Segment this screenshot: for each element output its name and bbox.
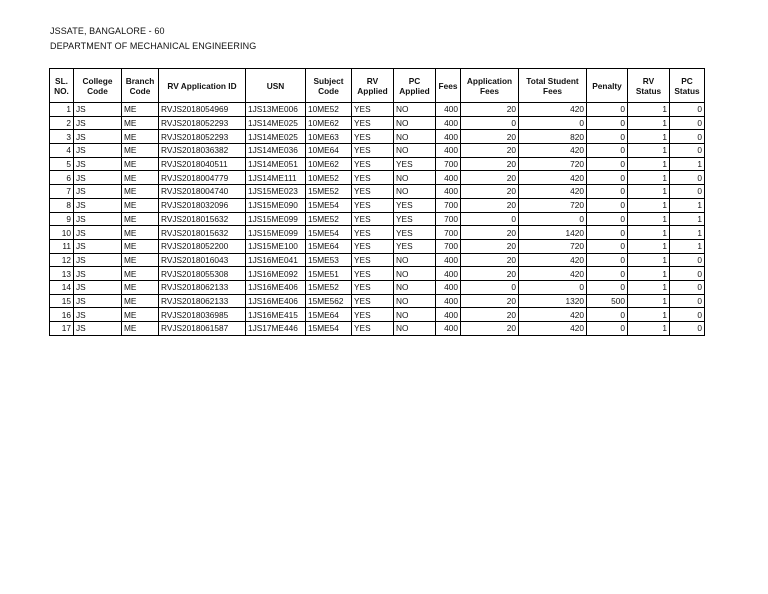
cell-usn: 1JS14ME025 bbox=[246, 130, 306, 144]
cell-rv-application-id: RVJS2018036382 bbox=[159, 144, 246, 158]
cell-pc-applied: NO bbox=[394, 322, 436, 336]
cell-subject-code: 15ME52 bbox=[306, 185, 352, 199]
cell-application-fees: 20 bbox=[461, 144, 519, 158]
cell-college-code: JS bbox=[74, 198, 122, 212]
cell-fees: 700 bbox=[436, 198, 461, 212]
cell-rv-applied: YES bbox=[352, 185, 394, 199]
cell-sl-no: 6 bbox=[50, 171, 74, 185]
cell-rv-status: 1 bbox=[628, 185, 670, 199]
cell-pc-applied: NO bbox=[394, 280, 436, 294]
table-row bbox=[50, 144, 705, 158]
cell-fees: 400 bbox=[436, 253, 461, 267]
cell-sl-no: 17 bbox=[50, 322, 74, 336]
cell-application-fees: 0 bbox=[461, 212, 519, 226]
cell-usn: 1JS14ME025 bbox=[246, 116, 306, 130]
cell-total-student-fees: 420 bbox=[519, 185, 587, 199]
cell-pc-status: 0 bbox=[670, 280, 705, 294]
cell-penalty: 0 bbox=[587, 322, 628, 336]
cell-rv-status: 1 bbox=[628, 294, 670, 308]
cell-college-code: JS bbox=[74, 253, 122, 267]
cell-penalty: 0 bbox=[587, 226, 628, 240]
cell-rv-status: 1 bbox=[628, 116, 670, 130]
cell-total-student-fees: 420 bbox=[519, 308, 587, 322]
table-row bbox=[50, 103, 705, 117]
cell-rv-applied: YES bbox=[352, 103, 394, 117]
cell-sl-no: 16 bbox=[50, 308, 74, 322]
cell-pc-applied: NO bbox=[394, 185, 436, 199]
cell-pc-applied: YES bbox=[394, 239, 436, 253]
cell-usn: 1JS16ME092 bbox=[246, 267, 306, 281]
cell-rv-application-id: RVJS2018036985 bbox=[159, 308, 246, 322]
cell-usn: 1JS15ME100 bbox=[246, 239, 306, 253]
table-row bbox=[50, 267, 705, 281]
cell-branch-code: ME bbox=[122, 226, 159, 240]
cell-penalty: 0 bbox=[587, 198, 628, 212]
cell-application-fees: 20 bbox=[461, 130, 519, 144]
cell-branch-code: ME bbox=[122, 294, 159, 308]
cell-application-fees: 0 bbox=[461, 116, 519, 130]
cell-application-fees: 20 bbox=[461, 185, 519, 199]
cell-college-code: JS bbox=[74, 116, 122, 130]
cell-branch-code: ME bbox=[122, 144, 159, 158]
cell-branch-code: ME bbox=[122, 253, 159, 267]
cell-penalty: 0 bbox=[587, 130, 628, 144]
cell-application-fees: 20 bbox=[461, 322, 519, 336]
column-header-fees: Fees bbox=[436, 69, 461, 103]
cell-college-code: JS bbox=[74, 226, 122, 240]
cell-subject-code: 10ME62 bbox=[306, 116, 352, 130]
cell-pc-status: 0 bbox=[670, 116, 705, 130]
cell-total-student-fees: 1320 bbox=[519, 294, 587, 308]
cell-rv-applied: YES bbox=[352, 226, 394, 240]
cell-pc-applied: NO bbox=[394, 308, 436, 322]
column-header-subject-code: Subject Code bbox=[306, 69, 352, 103]
cell-pc-applied: NO bbox=[394, 294, 436, 308]
column-header-rv-application-id: RV Application ID bbox=[159, 69, 246, 103]
cell-pc-applied: YES bbox=[394, 212, 436, 226]
column-header-total-student-fees: Total Student Fees bbox=[519, 69, 587, 103]
cell-rv-status: 1 bbox=[628, 212, 670, 226]
cell-college-code: JS bbox=[74, 308, 122, 322]
cell-usn: 1JS14ME111 bbox=[246, 171, 306, 185]
cell-rv-status: 1 bbox=[628, 253, 670, 267]
cell-penalty: 0 bbox=[587, 116, 628, 130]
cell-rv-application-id: RVJS2018016043 bbox=[159, 253, 246, 267]
cell-rv-status: 1 bbox=[628, 130, 670, 144]
cell-pc-status: 0 bbox=[670, 294, 705, 308]
cell-rv-status: 1 bbox=[628, 171, 670, 185]
table-body bbox=[50, 103, 705, 336]
cell-total-student-fees: 0 bbox=[519, 280, 587, 294]
cell-fees: 400 bbox=[436, 185, 461, 199]
cell-fees: 700 bbox=[436, 239, 461, 253]
table-row bbox=[50, 116, 705, 130]
cell-fees: 400 bbox=[436, 144, 461, 158]
cell-sl-no: 8 bbox=[50, 198, 74, 212]
cell-total-student-fees: 420 bbox=[519, 144, 587, 158]
column-header-usn: USN bbox=[246, 69, 306, 103]
cell-pc-status: 1 bbox=[670, 226, 705, 240]
cell-rv-application-id: RVJS2018052200 bbox=[159, 239, 246, 253]
cell-subject-code: 15ME64 bbox=[306, 308, 352, 322]
cell-subject-code: 15ME51 bbox=[306, 267, 352, 281]
cell-sl-no: 15 bbox=[50, 294, 74, 308]
cell-rv-application-id: RVJS2018054969 bbox=[159, 103, 246, 117]
table-row bbox=[50, 212, 705, 226]
cell-total-student-fees: 420 bbox=[519, 267, 587, 281]
cell-rv-applied: YES bbox=[352, 267, 394, 281]
cell-subject-code: 10ME63 bbox=[306, 130, 352, 144]
cell-usn: 1JS15ME099 bbox=[246, 226, 306, 240]
cell-subject-code: 10ME52 bbox=[306, 171, 352, 185]
cell-application-fees: 20 bbox=[461, 308, 519, 322]
table-row bbox=[50, 322, 705, 336]
cell-sl-no: 9 bbox=[50, 212, 74, 226]
cell-rv-application-id: RVJS2018062133 bbox=[159, 294, 246, 308]
cell-subject-code: 15ME52 bbox=[306, 212, 352, 226]
cell-total-student-fees: 720 bbox=[519, 157, 587, 171]
cell-rv-application-id: RVJS2018052293 bbox=[159, 130, 246, 144]
column-header-pc-status: PC Status bbox=[670, 69, 705, 103]
cell-pc-applied: YES bbox=[394, 157, 436, 171]
cell-pc-status: 0 bbox=[670, 171, 705, 185]
cell-subject-code: 15ME52 bbox=[306, 280, 352, 294]
column-header-sl-no: SL. NO. bbox=[50, 69, 74, 103]
cell-college-code: JS bbox=[74, 280, 122, 294]
cell-rv-applied: YES bbox=[352, 280, 394, 294]
cell-total-student-fees: 820 bbox=[519, 130, 587, 144]
cell-rv-application-id: RVJS2018052293 bbox=[159, 116, 246, 130]
column-header-penalty: Penalty bbox=[587, 69, 628, 103]
cell-penalty: 0 bbox=[587, 253, 628, 267]
cell-pc-applied: NO bbox=[394, 103, 436, 117]
cell-usn: 1JS14ME036 bbox=[246, 144, 306, 158]
cell-usn: 1JS16ME415 bbox=[246, 308, 306, 322]
cell-usn: 1JS15ME023 bbox=[246, 185, 306, 199]
cell-usn: 1JS17ME446 bbox=[246, 322, 306, 336]
cell-branch-code: ME bbox=[122, 130, 159, 144]
cell-sl-no: 4 bbox=[50, 144, 74, 158]
cell-rv-applied: YES bbox=[352, 171, 394, 185]
cell-sl-no: 14 bbox=[50, 280, 74, 294]
cell-college-code: JS bbox=[74, 267, 122, 281]
cell-subject-code: 15ME54 bbox=[306, 226, 352, 240]
cell-application-fees: 20 bbox=[461, 294, 519, 308]
cell-total-student-fees: 0 bbox=[519, 116, 587, 130]
cell-college-code: JS bbox=[74, 294, 122, 308]
cell-penalty: 0 bbox=[587, 157, 628, 171]
cell-pc-status: 0 bbox=[670, 144, 705, 158]
cell-pc-status: 0 bbox=[670, 130, 705, 144]
cell-fees: 400 bbox=[436, 294, 461, 308]
cell-total-student-fees: 1420 bbox=[519, 226, 587, 240]
cell-penalty: 0 bbox=[587, 185, 628, 199]
cell-branch-code: ME bbox=[122, 198, 159, 212]
cell-sl-no: 11 bbox=[50, 239, 74, 253]
cell-rv-applied: YES bbox=[352, 253, 394, 267]
cell-application-fees: 20 bbox=[461, 198, 519, 212]
cell-rv-status: 1 bbox=[628, 322, 670, 336]
cell-fees: 700 bbox=[436, 226, 461, 240]
cell-sl-no: 3 bbox=[50, 130, 74, 144]
cell-total-student-fees: 0 bbox=[519, 212, 587, 226]
cell-usn: 1JS16ME041 bbox=[246, 253, 306, 267]
table-header-row bbox=[50, 69, 705, 103]
cell-pc-status: 0 bbox=[670, 267, 705, 281]
cell-rv-applied: YES bbox=[352, 116, 394, 130]
column-header-pc-applied: PC Applied bbox=[394, 69, 436, 103]
cell-total-student-fees: 420 bbox=[519, 322, 587, 336]
cell-sl-no: 2 bbox=[50, 116, 74, 130]
cell-college-code: JS bbox=[74, 239, 122, 253]
cell-pc-applied: NO bbox=[394, 130, 436, 144]
cell-college-code: JS bbox=[74, 157, 122, 171]
cell-branch-code: ME bbox=[122, 212, 159, 226]
cell-penalty: 0 bbox=[587, 239, 628, 253]
institute-header: JSSATE, BANGALORE - 60 bbox=[50, 26, 165, 36]
cell-sl-no: 13 bbox=[50, 267, 74, 281]
cell-application-fees: 20 bbox=[461, 239, 519, 253]
cell-pc-status: 0 bbox=[670, 185, 705, 199]
cell-rv-status: 1 bbox=[628, 308, 670, 322]
cell-rv-status: 1 bbox=[628, 198, 670, 212]
cell-penalty: 0 bbox=[587, 267, 628, 281]
column-header-branch-code: Branch Code bbox=[122, 69, 159, 103]
cell-fees: 400 bbox=[436, 130, 461, 144]
cell-pc-applied: YES bbox=[394, 198, 436, 212]
cell-rv-applied: YES bbox=[352, 322, 394, 336]
cell-fees: 400 bbox=[436, 103, 461, 117]
cell-fees: 400 bbox=[436, 116, 461, 130]
cell-usn: 1JS13ME006 bbox=[246, 103, 306, 117]
cell-pc-applied: NO bbox=[394, 144, 436, 158]
table-row bbox=[50, 226, 705, 240]
cell-rv-application-id: RVJS2018004740 bbox=[159, 185, 246, 199]
cell-fees: 400 bbox=[436, 322, 461, 336]
cell-pc-status: 0 bbox=[670, 322, 705, 336]
column-header-application-fees: Application Fees bbox=[461, 69, 519, 103]
cell-rv-status: 1 bbox=[628, 280, 670, 294]
table-row bbox=[50, 253, 705, 267]
cell-college-code: JS bbox=[74, 185, 122, 199]
cell-rv-status: 1 bbox=[628, 157, 670, 171]
cell-pc-applied: NO bbox=[394, 267, 436, 281]
cell-pc-status: 1 bbox=[670, 239, 705, 253]
department-header: DEPARTMENT OF MECHANICAL ENGINEERING bbox=[50, 41, 257, 51]
cell-pc-status: 1 bbox=[670, 198, 705, 212]
cell-application-fees: 20 bbox=[461, 157, 519, 171]
cell-subject-code: 10ME52 bbox=[306, 103, 352, 117]
cell-college-code: JS bbox=[74, 103, 122, 117]
cell-usn: 1JS16ME406 bbox=[246, 294, 306, 308]
cell-rv-applied: YES bbox=[352, 157, 394, 171]
cell-college-code: JS bbox=[74, 171, 122, 185]
cell-college-code: JS bbox=[74, 144, 122, 158]
cell-rv-status: 1 bbox=[628, 226, 670, 240]
cell-rv-applied: YES bbox=[352, 212, 394, 226]
cell-rv-application-id: RVJS2018015632 bbox=[159, 226, 246, 240]
cell-rv-application-id: RVJS2018040511 bbox=[159, 157, 246, 171]
cell-rv-status: 1 bbox=[628, 239, 670, 253]
cell-branch-code: ME bbox=[122, 171, 159, 185]
cell-rv-applied: YES bbox=[352, 130, 394, 144]
cell-college-code: JS bbox=[74, 212, 122, 226]
cell-rv-applied: YES bbox=[352, 198, 394, 212]
cell-branch-code: ME bbox=[122, 116, 159, 130]
table-row bbox=[50, 280, 705, 294]
cell-application-fees: 0 bbox=[461, 280, 519, 294]
cell-penalty: 0 bbox=[587, 280, 628, 294]
cell-sl-no: 10 bbox=[50, 226, 74, 240]
cell-application-fees: 20 bbox=[461, 253, 519, 267]
cell-sl-no: 1 bbox=[50, 103, 74, 117]
cell-application-fees: 20 bbox=[461, 226, 519, 240]
cell-usn: 1JS16ME406 bbox=[246, 280, 306, 294]
cell-branch-code: ME bbox=[122, 280, 159, 294]
cell-penalty: 0 bbox=[587, 212, 628, 226]
cell-fees: 400 bbox=[436, 308, 461, 322]
cell-rv-application-id: RVJS2018061587 bbox=[159, 322, 246, 336]
cell-total-student-fees: 420 bbox=[519, 253, 587, 267]
cell-rv-application-id: RVJS2018004779 bbox=[159, 171, 246, 185]
cell-total-student-fees: 420 bbox=[519, 103, 587, 117]
cell-application-fees: 20 bbox=[461, 267, 519, 281]
table-row bbox=[50, 171, 705, 185]
cell-rv-applied: YES bbox=[352, 239, 394, 253]
column-header-rv-applied: RV Applied bbox=[352, 69, 394, 103]
cell-rv-application-id: RVJS2018015632 bbox=[159, 212, 246, 226]
table-row bbox=[50, 294, 705, 308]
cell-rv-applied: YES bbox=[352, 308, 394, 322]
cell-total-student-fees: 720 bbox=[519, 239, 587, 253]
cell-sl-no: 12 bbox=[50, 253, 74, 267]
cell-fees: 400 bbox=[436, 171, 461, 185]
cell-subject-code: 15ME64 bbox=[306, 239, 352, 253]
cell-subject-code: 15ME53 bbox=[306, 253, 352, 267]
cell-rv-application-id: RVJS2018032096 bbox=[159, 198, 246, 212]
cell-application-fees: 20 bbox=[461, 171, 519, 185]
rv-fees-table bbox=[49, 68, 705, 336]
table-row bbox=[50, 308, 705, 322]
cell-rv-application-id: RVJS2018062133 bbox=[159, 280, 246, 294]
cell-branch-code: ME bbox=[122, 239, 159, 253]
cell-branch-code: ME bbox=[122, 308, 159, 322]
cell-rv-status: 1 bbox=[628, 103, 670, 117]
cell-pc-applied: NO bbox=[394, 253, 436, 267]
cell-penalty: 0 bbox=[587, 171, 628, 185]
cell-application-fees: 20 bbox=[461, 103, 519, 117]
column-header-college-code: College Code bbox=[74, 69, 122, 103]
cell-college-code: JS bbox=[74, 322, 122, 336]
cell-rv-application-id: RVJS2018055308 bbox=[159, 267, 246, 281]
cell-pc-status: 0 bbox=[670, 253, 705, 267]
cell-branch-code: ME bbox=[122, 185, 159, 199]
table-row bbox=[50, 239, 705, 253]
cell-rv-applied: YES bbox=[352, 294, 394, 308]
cell-subject-code: 10ME64 bbox=[306, 144, 352, 158]
cell-penalty: 0 bbox=[587, 308, 628, 322]
table-row bbox=[50, 157, 705, 171]
cell-pc-status: 0 bbox=[670, 308, 705, 322]
cell-subject-code: 15ME54 bbox=[306, 322, 352, 336]
cell-branch-code: ME bbox=[122, 157, 159, 171]
cell-usn: 1JS15ME099 bbox=[246, 212, 306, 226]
cell-fees: 700 bbox=[436, 157, 461, 171]
cell-usn: 1JS15ME090 bbox=[246, 198, 306, 212]
cell-penalty: 0 bbox=[587, 103, 628, 117]
cell-rv-applied: YES bbox=[352, 144, 394, 158]
cell-pc-applied: YES bbox=[394, 226, 436, 240]
cell-penalty: 500 bbox=[587, 294, 628, 308]
column-header-rv-status: RV Status bbox=[628, 69, 670, 103]
table-row bbox=[50, 198, 705, 212]
table-row bbox=[50, 185, 705, 199]
cell-college-code: JS bbox=[74, 130, 122, 144]
cell-total-student-fees: 720 bbox=[519, 198, 587, 212]
cell-branch-code: ME bbox=[122, 267, 159, 281]
cell-pc-applied: NO bbox=[394, 116, 436, 130]
cell-sl-no: 5 bbox=[50, 157, 74, 171]
cell-pc-applied: NO bbox=[394, 171, 436, 185]
cell-pc-status: 0 bbox=[670, 103, 705, 117]
cell-subject-code: 10ME62 bbox=[306, 157, 352, 171]
cell-fees: 400 bbox=[436, 280, 461, 294]
cell-fees: 400 bbox=[436, 267, 461, 281]
cell-penalty: 0 bbox=[587, 144, 628, 158]
cell-branch-code: ME bbox=[122, 103, 159, 117]
cell-rv-status: 1 bbox=[628, 144, 670, 158]
cell-usn: 1JS14ME051 bbox=[246, 157, 306, 171]
cell-total-student-fees: 420 bbox=[519, 171, 587, 185]
cell-subject-code: 15ME562 bbox=[306, 294, 352, 308]
cell-pc-status: 1 bbox=[670, 212, 705, 226]
cell-branch-code: ME bbox=[122, 322, 159, 336]
cell-fees: 700 bbox=[436, 212, 461, 226]
cell-rv-status: 1 bbox=[628, 267, 670, 281]
table-row bbox=[50, 130, 705, 144]
cell-sl-no: 7 bbox=[50, 185, 74, 199]
cell-pc-status: 1 bbox=[670, 157, 705, 171]
cell-subject-code: 15ME54 bbox=[306, 198, 352, 212]
